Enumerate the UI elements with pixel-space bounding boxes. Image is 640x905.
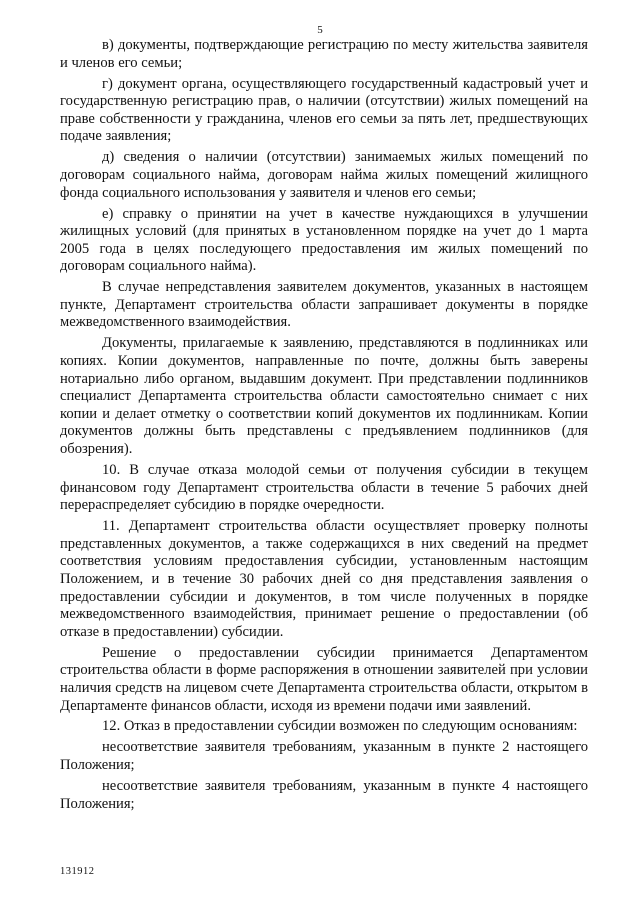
paragraph-clause-12: 12. Отказ в предоставлении субсидии возможен по следующим основаниям: xyxy=(102,718,578,735)
paragraph-refusal-ground-2: несоответствие заявителя требованиям, указанным в пункте 4 настоящего Положения; xyxy=(60,778,588,812)
paragraph-refusal-ground-1: несоответствие заявителя требованиям, указанным в пункте 2 настоящего Положения; xyxy=(60,739,588,774)
paragraph-clause-11: 11. Департамент строительства области осуществляет проверку полноты представленных документов, а также содержащихся в них сведений на предмет соответствия условиям предоставления субсидии, установленным настоящим Положением, и в течение 30 рабочих дней со дня представления заявления о предоставлении субсидии и документов, в том числе полученных в порядке межведомственного взаимодействия, принимает решение о предоставлении (об отказе в предоставлении) субсидии. xyxy=(60,518,588,640)
paragraph-item-v: в) документы, подтверждающие регистрацию по месту жительства заявителя и членов его семьи; xyxy=(60,37,588,71)
paragraph-item-g: г) документ органа, осуществляющего государственный кадастровый учет и государственную регистрацию прав, о наличии (отсутствии) жилых помещений на праве собственности у гражданина, членов его семьи за пять лет, предшествующих подаче заявления; xyxy=(60,75,588,145)
paragraph-subsidy-decision: Решение о предоставлении субсидии принимается Департаментом строительства области в форме распоряжения в отношении заявителей при условии наличия средств на лицевом счете Департамента строительства области, открытом в Департаменте финансов области, исходя из времени подачи ими заявлений. xyxy=(60,644,588,714)
document-code: 131912 xyxy=(60,866,95,877)
paragraph-item-d: д) сведения о наличии (отсутствии) занимаемых жилых помещений по договорам социального найма, договорам найма жилых помещений жилищного фонда социального использования у заявителя и членов его семьи; xyxy=(60,149,588,201)
paragraph-interagency-request: В случае непредставления заявителем документов, указанных в настоящем пункте, Департамент строительства области запрашивает документы в порядке межведомственного взаимодействия. xyxy=(60,279,588,331)
paragraph-document-copies: Документы, прилагаемые к заявлению, представляются в подлинниках или копиях. Копии документов, направленные по почте, должны быть заверены нотариально либо органом, выдавшим документ. При представлении подлинников специалист Департамента строительства области самостоятельно снимает с них копии и делает отметку о соответствии копий документов их подлинникам. Копии документов должны быть представлены с предъявлением подлинников (для обозрения). xyxy=(60,335,588,458)
document-body xyxy=(60,37,588,817)
paragraph-item-e: е) справку о принятии на учет в качестве нуждающихся в улучшении жилищных условий (для принятых в установленном порядке на учет до 1 марта 2005 года в целях последующего предоставления им жилых помещений по договорам социального найма). xyxy=(60,205,588,275)
paragraph-clause-10: 10. В случае отказа молодой семьи от получения субсидии в текущем финансовом году Департамент строительства области в течение 5 рабочих дней перераспределяет субсидию в порядке очередности. xyxy=(60,462,588,514)
page-number: 5 xyxy=(317,24,323,36)
